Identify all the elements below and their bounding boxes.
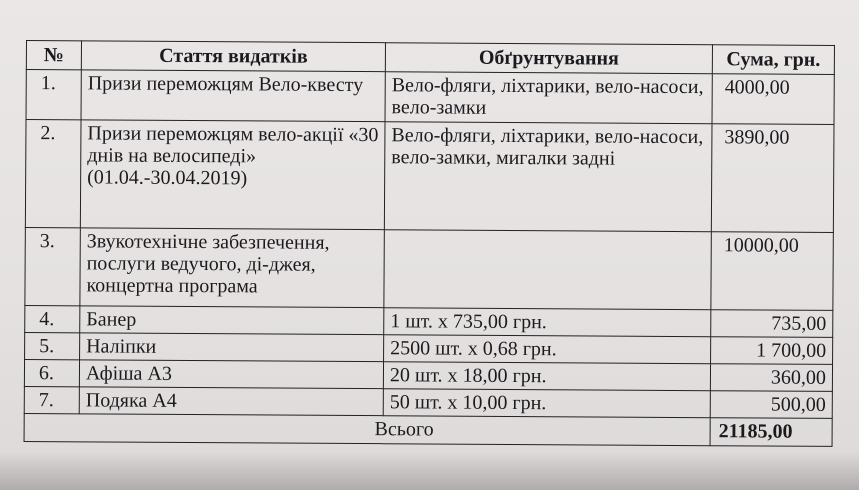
expenses-table [24,40,835,447]
header-sum: Сума, грн. [712,45,834,75]
row-sum: 500,00 [710,391,832,419]
row-justification: 1 шт. х 735,00 грн. [384,308,711,337]
row-sum: 360,00 [710,364,832,392]
row-justification: Вело-фляги, ліхтарики, вело-насоси, вело-замки, мигалки задні [384,122,712,232]
table-row [25,227,833,310]
table-row [25,120,834,233]
header-number: № [26,41,81,70]
row-sum: 1 700,00 [711,337,833,365]
row-item: Призи переможцям Вело-квесту [81,70,385,122]
total-label: Всього [24,413,710,445]
row-number: 2. [25,120,81,228]
row-item: Подяка А4 [79,387,383,416]
total-sum: 21185,00 [710,418,832,447]
total-row [24,413,832,446]
header-item: Стаття видатків [81,41,385,72]
page-shadow [0,452,859,490]
row-number: 1. [26,70,81,120]
row-justification: 20 шт. х 18,00 грн. [383,362,710,391]
row-item: Банер [80,306,384,335]
row-justification: Вело-фляги, ліхтарики, вело-насоси, вело-замки [385,72,712,124]
row-item: Наліпки [80,333,384,362]
row-justification: 2500 шт. х 0,68 грн. [384,335,711,364]
row-item: Призи переможцям вело-акції «30 днів на велосипеді» (01.04.-30.04.2019) [80,120,385,230]
row-number: 5. [25,332,80,359]
header-justification: Обґрунтування [385,43,712,74]
row-sum: 3890,00 [711,124,834,233]
row-number: 3. [25,227,80,305]
row-number: 7. [24,386,79,413]
row-justification [384,230,711,310]
row-justification: 50 шт. х 10,00 грн. [383,389,710,418]
table-row [26,70,834,125]
row-item: Афіша А3 [79,360,383,389]
row-item: Звукотехнічне забезпечення, послуги ведучого, ді-джея, концертна програма [80,228,384,308]
row-sum: 4000,00 [712,74,834,125]
row-sum: 10000,00 [711,232,833,311]
row-number: 6. [24,359,79,386]
row-sum: 735,00 [711,310,833,338]
row-number: 4. [25,305,80,332]
